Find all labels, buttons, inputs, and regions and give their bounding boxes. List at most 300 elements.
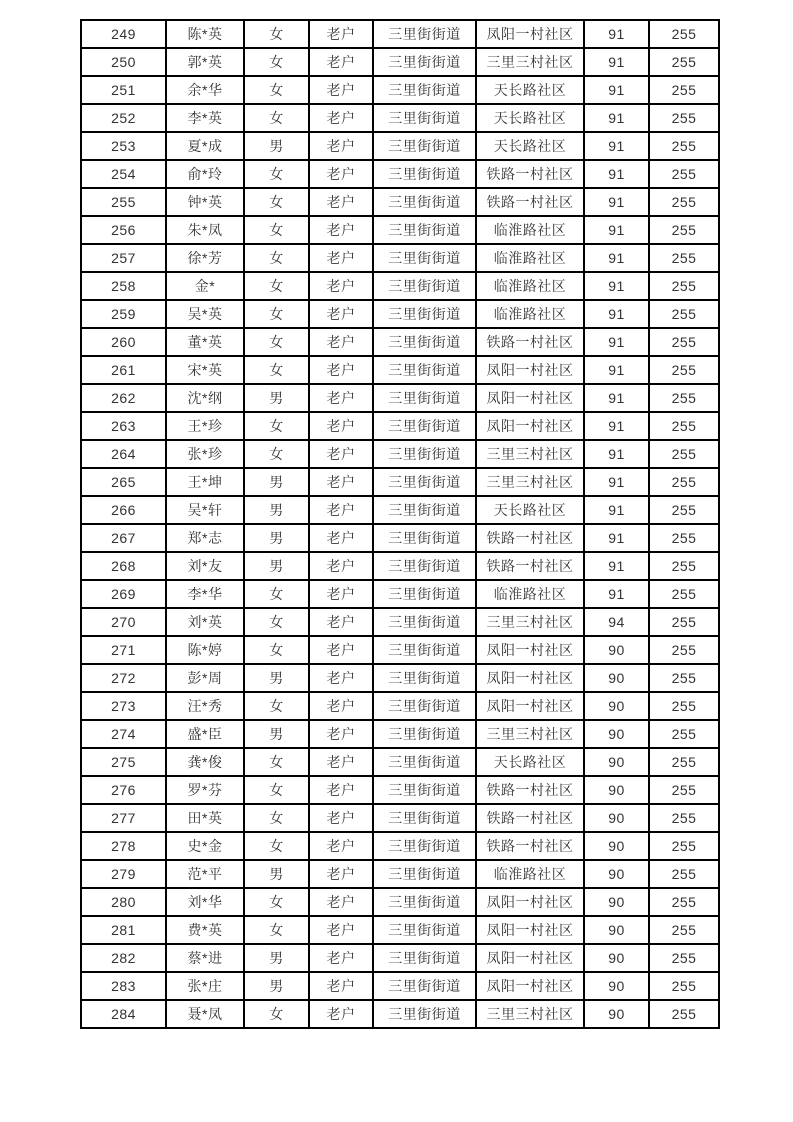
cell-name: 钟*英 — [166, 188, 244, 216]
cell-name: 刘*华 — [166, 888, 244, 916]
cell-gender: 女 — [244, 412, 309, 440]
cell-number: 274 — [81, 720, 166, 748]
table-row — [81, 412, 719, 440]
cell-community: 天长路社区 — [476, 496, 584, 524]
cell-household-type: 老户 — [309, 468, 373, 496]
cell-score: 91 — [584, 76, 649, 104]
cell-gender: 男 — [244, 496, 309, 524]
cell-street: 三里街街道 — [373, 384, 476, 412]
cell-total: 255 — [649, 776, 719, 804]
cell-gender: 男 — [244, 664, 309, 692]
cell-number: 265 — [81, 468, 166, 496]
cell-total: 255 — [649, 1000, 719, 1028]
cell-total: 255 — [649, 244, 719, 272]
cell-number: 278 — [81, 832, 166, 860]
cell-household-type: 老户 — [309, 776, 373, 804]
cell-number: 269 — [81, 580, 166, 608]
table-row — [81, 496, 719, 524]
cell-street: 三里街街道 — [373, 328, 476, 356]
cell-number: 271 — [81, 636, 166, 664]
cell-score: 90 — [584, 776, 649, 804]
cell-community: 凤阳一村社区 — [476, 944, 584, 972]
cell-number: 255 — [81, 188, 166, 216]
cell-household-type: 老户 — [309, 552, 373, 580]
table-row — [81, 664, 719, 692]
cell-name: 蔡*进 — [166, 944, 244, 972]
cell-total: 255 — [649, 216, 719, 244]
cell-gender: 女 — [244, 580, 309, 608]
cell-total: 255 — [649, 496, 719, 524]
cell-household-type: 老户 — [309, 440, 373, 468]
cell-number: 280 — [81, 888, 166, 916]
cell-name: 刘*英 — [166, 608, 244, 636]
cell-total: 255 — [649, 608, 719, 636]
cell-community: 凤阳一村社区 — [476, 888, 584, 916]
cell-number: 260 — [81, 328, 166, 356]
cell-score: 91 — [584, 580, 649, 608]
cell-household-type: 老户 — [309, 216, 373, 244]
cell-score: 94 — [584, 608, 649, 636]
cell-street: 三里街街道 — [373, 748, 476, 776]
cell-name: 郭*英 — [166, 48, 244, 76]
cell-total: 255 — [649, 188, 719, 216]
table-row — [81, 748, 719, 776]
table-row — [81, 48, 719, 76]
cell-street: 三里街街道 — [373, 972, 476, 1000]
cell-street: 三里街街道 — [373, 888, 476, 916]
cell-total: 255 — [649, 20, 719, 48]
cell-street: 三里街街道 — [373, 636, 476, 664]
cell-community: 铁路一村社区 — [476, 524, 584, 552]
cell-household-type: 老户 — [309, 132, 373, 160]
cell-score: 90 — [584, 804, 649, 832]
cell-community: 天长路社区 — [476, 104, 584, 132]
cell-total: 255 — [649, 664, 719, 692]
cell-total: 255 — [649, 636, 719, 664]
cell-total: 255 — [649, 300, 719, 328]
table-row — [81, 832, 719, 860]
cell-score: 91 — [584, 132, 649, 160]
cell-gender: 男 — [244, 860, 309, 888]
cell-street: 三里街街道 — [373, 608, 476, 636]
cell-household-type: 老户 — [309, 20, 373, 48]
cell-total: 255 — [649, 440, 719, 468]
cell-number: 279 — [81, 860, 166, 888]
cell-number: 250 — [81, 48, 166, 76]
cell-gender: 女 — [244, 776, 309, 804]
cell-street: 三里街街道 — [373, 580, 476, 608]
cell-community: 临淮路社区 — [476, 580, 584, 608]
cell-community: 临淮路社区 — [476, 244, 584, 272]
table-row — [81, 888, 719, 916]
cell-score: 91 — [584, 496, 649, 524]
cell-household-type: 老户 — [309, 384, 373, 412]
cell-name: 徐*芳 — [166, 244, 244, 272]
table-row — [81, 720, 719, 748]
cell-name: 彭*周 — [166, 664, 244, 692]
cell-household-type: 老户 — [309, 888, 373, 916]
cell-name: 陈*婷 — [166, 636, 244, 664]
cell-community: 凤阳一村社区 — [476, 636, 584, 664]
cell-gender: 女 — [244, 300, 309, 328]
cell-household-type: 老户 — [309, 76, 373, 104]
cell-number: 253 — [81, 132, 166, 160]
cell-score: 91 — [584, 412, 649, 440]
cell-score: 91 — [584, 244, 649, 272]
cell-gender: 女 — [244, 748, 309, 776]
cell-street: 三里街街道 — [373, 496, 476, 524]
cell-total: 255 — [649, 692, 719, 720]
cell-name: 罗*芬 — [166, 776, 244, 804]
cell-total: 255 — [649, 804, 719, 832]
table-row — [81, 76, 719, 104]
cell-name: 吴*英 — [166, 300, 244, 328]
cell-number: 258 — [81, 272, 166, 300]
cell-number: 266 — [81, 496, 166, 524]
cell-gender: 女 — [244, 76, 309, 104]
cell-gender: 女 — [244, 244, 309, 272]
cell-street: 三里街街道 — [373, 916, 476, 944]
cell-household-type: 老户 — [309, 832, 373, 860]
cell-community: 临淮路社区 — [476, 300, 584, 328]
cell-community: 凤阳一村社区 — [476, 356, 584, 384]
cell-name: 王*坤 — [166, 468, 244, 496]
cell-name: 刘*友 — [166, 552, 244, 580]
cell-household-type: 老户 — [309, 692, 373, 720]
cell-community: 三里三村社区 — [476, 48, 584, 76]
cell-household-type: 老户 — [309, 608, 373, 636]
cell-community: 天长路社区 — [476, 76, 584, 104]
cell-score: 91 — [584, 552, 649, 580]
cell-score: 91 — [584, 440, 649, 468]
cell-household-type: 老户 — [309, 804, 373, 832]
cell-gender: 男 — [244, 972, 309, 1000]
cell-number: 264 — [81, 440, 166, 468]
cell-street: 三里街街道 — [373, 76, 476, 104]
cell-score: 91 — [584, 216, 649, 244]
cell-household-type: 老户 — [309, 328, 373, 356]
cell-name: 聂*凤 — [166, 1000, 244, 1028]
cell-street: 三里街街道 — [373, 132, 476, 160]
cell-number: 276 — [81, 776, 166, 804]
cell-household-type: 老户 — [309, 300, 373, 328]
cell-name: 宋*英 — [166, 356, 244, 384]
cell-street: 三里街街道 — [373, 720, 476, 748]
roster-table-body — [81, 20, 719, 1028]
cell-household-type: 老户 — [309, 748, 373, 776]
cell-community: 铁路一村社区 — [476, 832, 584, 860]
cell-household-type: 老户 — [309, 160, 373, 188]
cell-gender: 女 — [244, 888, 309, 916]
cell-score: 90 — [584, 636, 649, 664]
cell-household-type: 老户 — [309, 1000, 373, 1028]
cell-street: 三里街街道 — [373, 412, 476, 440]
cell-household-type: 老户 — [309, 272, 373, 300]
cell-community: 天长路社区 — [476, 132, 584, 160]
cell-score: 90 — [584, 720, 649, 748]
cell-name: 范*平 — [166, 860, 244, 888]
cell-number: 261 — [81, 356, 166, 384]
cell-name: 朱*凤 — [166, 216, 244, 244]
cell-number: 270 — [81, 608, 166, 636]
cell-community: 铁路一村社区 — [476, 328, 584, 356]
cell-community: 凤阳一村社区 — [476, 412, 584, 440]
cell-number: 284 — [81, 1000, 166, 1028]
cell-score: 90 — [584, 860, 649, 888]
cell-street: 三里街街道 — [373, 300, 476, 328]
cell-gender: 女 — [244, 160, 309, 188]
cell-street: 三里街街道 — [373, 860, 476, 888]
cell-number: 283 — [81, 972, 166, 1000]
table-row — [81, 636, 719, 664]
cell-name: 陈*英 — [166, 20, 244, 48]
cell-community: 凤阳一村社区 — [476, 692, 584, 720]
table-row — [81, 356, 719, 384]
cell-street: 三里街街道 — [373, 776, 476, 804]
cell-total: 255 — [649, 720, 719, 748]
table-row — [81, 524, 719, 552]
cell-total: 255 — [649, 888, 719, 916]
cell-gender: 女 — [244, 608, 309, 636]
cell-community: 三里三村社区 — [476, 1000, 584, 1028]
cell-name: 吴*轩 — [166, 496, 244, 524]
cell-gender: 女 — [244, 104, 309, 132]
table-row — [81, 272, 719, 300]
cell-score: 91 — [584, 104, 649, 132]
table-row — [81, 440, 719, 468]
cell-street: 三里街街道 — [373, 832, 476, 860]
cell-number: 252 — [81, 104, 166, 132]
cell-number: 275 — [81, 748, 166, 776]
cell-street: 三里街街道 — [373, 1000, 476, 1028]
cell-community: 临淮路社区 — [476, 860, 584, 888]
cell-number: 256 — [81, 216, 166, 244]
cell-number: 259 — [81, 300, 166, 328]
table-row — [81, 20, 719, 48]
cell-community: 临淮路社区 — [476, 272, 584, 300]
cell-score: 91 — [584, 384, 649, 412]
cell-gender: 女 — [244, 328, 309, 356]
cell-total: 255 — [649, 356, 719, 384]
cell-name: 郑*志 — [166, 524, 244, 552]
cell-gender: 女 — [244, 272, 309, 300]
table-row — [81, 580, 719, 608]
cell-household-type: 老户 — [309, 524, 373, 552]
cell-score: 91 — [584, 468, 649, 496]
cell-street: 三里街街道 — [373, 664, 476, 692]
table-row — [81, 300, 719, 328]
cell-community: 三里三村社区 — [476, 608, 584, 636]
cell-household-type: 老户 — [309, 972, 373, 1000]
cell-score: 90 — [584, 1000, 649, 1028]
cell-number: 282 — [81, 944, 166, 972]
cell-number: 273 — [81, 692, 166, 720]
cell-street: 三里街街道 — [373, 440, 476, 468]
cell-household-type: 老户 — [309, 664, 373, 692]
cell-community: 三里三村社区 — [476, 720, 584, 748]
cell-street: 三里街街道 — [373, 356, 476, 384]
cell-household-type: 老户 — [309, 188, 373, 216]
cell-score: 91 — [584, 300, 649, 328]
cell-gender: 男 — [244, 468, 309, 496]
cell-total: 255 — [649, 104, 719, 132]
table-row — [81, 1000, 719, 1028]
cell-household-type: 老户 — [309, 496, 373, 524]
cell-score: 91 — [584, 48, 649, 76]
cell-name: 汪*秀 — [166, 692, 244, 720]
table-row — [81, 468, 719, 496]
cell-name: 余*华 — [166, 76, 244, 104]
cell-name: 李*华 — [166, 580, 244, 608]
cell-street: 三里街街道 — [373, 160, 476, 188]
table-row — [81, 776, 719, 804]
cell-community: 凤阳一村社区 — [476, 664, 584, 692]
cell-gender: 男 — [244, 132, 309, 160]
cell-total: 255 — [649, 132, 719, 160]
cell-street: 三里街街道 — [373, 468, 476, 496]
table-row — [81, 860, 719, 888]
cell-name: 张*庄 — [166, 972, 244, 1000]
cell-number: 254 — [81, 160, 166, 188]
cell-street: 三里街街道 — [373, 804, 476, 832]
cell-community: 铁路一村社区 — [476, 804, 584, 832]
cell-street: 三里街街道 — [373, 272, 476, 300]
table-row — [81, 804, 719, 832]
table-row — [81, 692, 719, 720]
cell-name: 盛*臣 — [166, 720, 244, 748]
cell-gender: 男 — [244, 524, 309, 552]
cell-total: 255 — [649, 524, 719, 552]
cell-street: 三里街街道 — [373, 188, 476, 216]
cell-street: 三里街街道 — [373, 944, 476, 972]
cell-total: 255 — [649, 272, 719, 300]
resident-roster-table — [80, 19, 720, 1029]
cell-community: 铁路一村社区 — [476, 776, 584, 804]
cell-name: 李*英 — [166, 104, 244, 132]
cell-gender: 女 — [244, 804, 309, 832]
cell-community: 天长路社区 — [476, 748, 584, 776]
cell-number: 249 — [81, 20, 166, 48]
cell-street: 三里街街道 — [373, 104, 476, 132]
cell-community: 凤阳一村社区 — [476, 20, 584, 48]
cell-name: 俞*玲 — [166, 160, 244, 188]
cell-street: 三里街街道 — [373, 216, 476, 244]
cell-household-type: 老户 — [309, 48, 373, 76]
cell-household-type: 老户 — [309, 356, 373, 384]
cell-gender: 女 — [244, 356, 309, 384]
cell-score: 90 — [584, 832, 649, 860]
cell-community: 凤阳一村社区 — [476, 972, 584, 1000]
cell-gender: 女 — [244, 188, 309, 216]
cell-score: 90 — [584, 916, 649, 944]
cell-score: 91 — [584, 20, 649, 48]
cell-community: 铁路一村社区 — [476, 160, 584, 188]
cell-total: 255 — [649, 552, 719, 580]
cell-household-type: 老户 — [309, 104, 373, 132]
cell-score: 90 — [584, 664, 649, 692]
cell-street: 三里街街道 — [373, 524, 476, 552]
cell-gender: 男 — [244, 720, 309, 748]
cell-total: 255 — [649, 48, 719, 76]
cell-gender: 女 — [244, 916, 309, 944]
cell-name: 费*英 — [166, 916, 244, 944]
table-row — [81, 244, 719, 272]
cell-number: 257 — [81, 244, 166, 272]
cell-score: 91 — [584, 328, 649, 356]
cell-household-type: 老户 — [309, 944, 373, 972]
cell-gender: 女 — [244, 692, 309, 720]
cell-household-type: 老户 — [309, 412, 373, 440]
cell-street: 三里街街道 — [373, 244, 476, 272]
cell-name: 金* — [166, 272, 244, 300]
cell-community: 凤阳一村社区 — [476, 916, 584, 944]
cell-household-type: 老户 — [309, 860, 373, 888]
cell-street: 三里街街道 — [373, 48, 476, 76]
cell-total: 255 — [649, 580, 719, 608]
table-row — [81, 552, 719, 580]
cell-total: 255 — [649, 384, 719, 412]
cell-score: 91 — [584, 272, 649, 300]
cell-total: 255 — [649, 832, 719, 860]
cell-number: 262 — [81, 384, 166, 412]
cell-community: 铁路一村社区 — [476, 188, 584, 216]
table-row — [81, 104, 719, 132]
cell-total: 255 — [649, 76, 719, 104]
cell-score: 90 — [584, 972, 649, 1000]
cell-household-type: 老户 — [309, 916, 373, 944]
cell-gender: 男 — [244, 552, 309, 580]
cell-gender: 男 — [244, 384, 309, 412]
cell-gender: 女 — [244, 48, 309, 76]
cell-gender: 女 — [244, 440, 309, 468]
cell-household-type: 老户 — [309, 636, 373, 664]
table-row — [81, 132, 719, 160]
cell-street: 三里街街道 — [373, 552, 476, 580]
cell-number: 251 — [81, 76, 166, 104]
cell-name: 龚*俊 — [166, 748, 244, 776]
cell-household-type: 老户 — [309, 580, 373, 608]
cell-gender: 女 — [244, 832, 309, 860]
cell-total: 255 — [649, 160, 719, 188]
cell-score: 90 — [584, 944, 649, 972]
cell-community: 三里三村社区 — [476, 440, 584, 468]
cell-score: 90 — [584, 748, 649, 776]
cell-name: 王*珍 — [166, 412, 244, 440]
cell-total: 255 — [649, 412, 719, 440]
cell-gender: 女 — [244, 636, 309, 664]
cell-number: 277 — [81, 804, 166, 832]
cell-number: 268 — [81, 552, 166, 580]
cell-community: 临淮路社区 — [476, 216, 584, 244]
cell-score: 90 — [584, 692, 649, 720]
cell-total: 255 — [649, 916, 719, 944]
cell-total: 255 — [649, 468, 719, 496]
table-row — [81, 944, 719, 972]
table-row — [81, 160, 719, 188]
cell-number: 263 — [81, 412, 166, 440]
cell-total: 255 — [649, 972, 719, 1000]
cell-total: 255 — [649, 328, 719, 356]
cell-name: 史*金 — [166, 832, 244, 860]
cell-name: 张*珍 — [166, 440, 244, 468]
cell-name: 田*英 — [166, 804, 244, 832]
table-row — [81, 608, 719, 636]
cell-total: 255 — [649, 860, 719, 888]
cell-household-type: 老户 — [309, 720, 373, 748]
cell-street: 三里街街道 — [373, 20, 476, 48]
table-row — [81, 384, 719, 412]
cell-household-type: 老户 — [309, 244, 373, 272]
